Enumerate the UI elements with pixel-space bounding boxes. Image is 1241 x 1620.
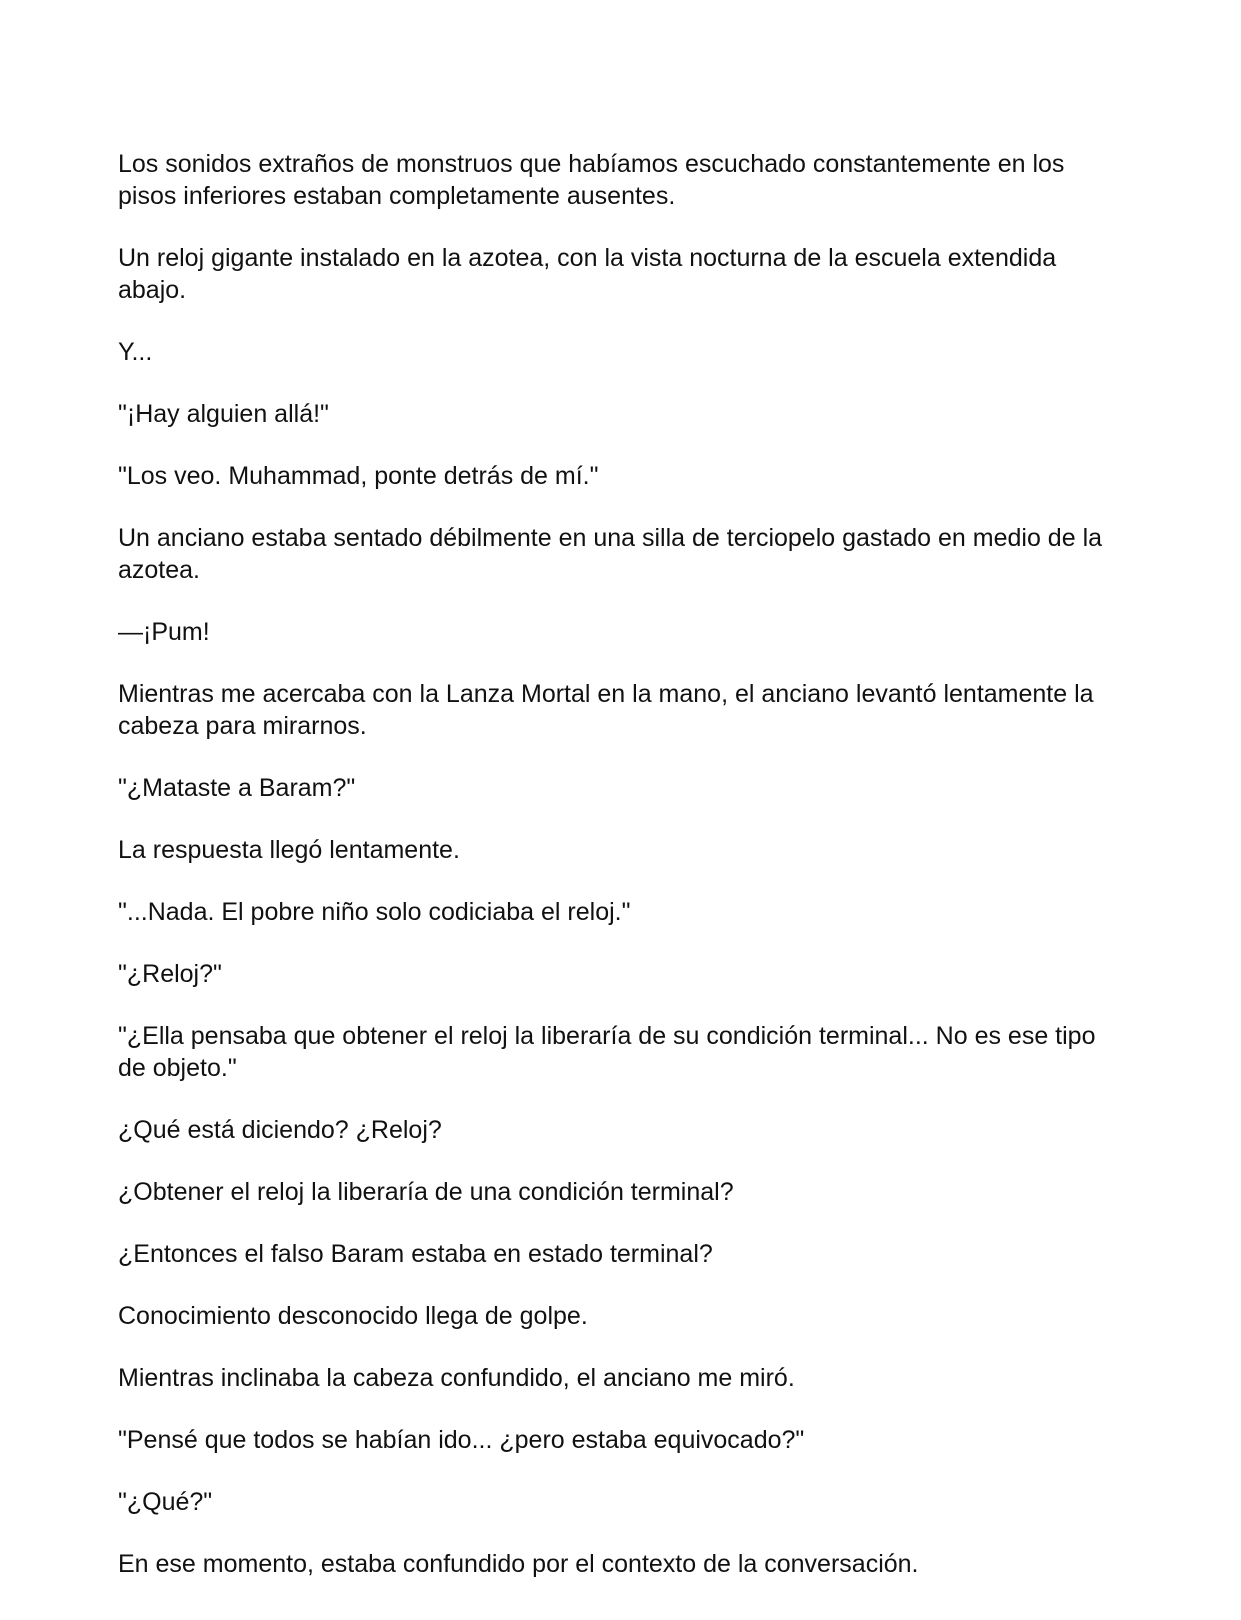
paragraph: ¿Qué está diciendo? ¿Reloj? [118, 1116, 442, 1144]
paragraph: Mientras me acercaba con la Lanza Mortal en la mano, el anciano levantó lentamente la cabeza para mirarnos. [118, 680, 1094, 740]
paragraph: En ese momento, estaba confundido por el contexto de la conversación. [118, 1550, 919, 1578]
document-body [118, 148, 1128, 1610]
paragraph: "¡Hay alguien allá!" [118, 400, 329, 428]
paragraph: "Los veo. Muhammad, ponte detrás de mí." [118, 462, 599, 490]
paragraph: ¿Obtener el reloj la liberaría de una condición terminal? [118, 1178, 734, 1206]
paragraph: "¿Mataste a Baram?" [118, 774, 356, 802]
paragraph: "¿Ella pensaba que obtener el reloj la liberaría de su condición terminal... No es ese tipo de objeto." [118, 1022, 1096, 1082]
paragraph: Y... [118, 338, 153, 366]
paragraph: —¡Pum! [118, 618, 210, 646]
paragraph: Mientras inclinaba la cabeza confundido, el anciano me miró. [118, 1364, 795, 1392]
paragraph: ¿Entonces el falso Baram estaba en estado terminal? [118, 1240, 713, 1268]
paragraph: Un anciano estaba sentado débilmente en una silla de terciopelo gastado en medio de la azotea. [118, 524, 1103, 584]
paragraph: "¿Qué?" [118, 1488, 213, 1516]
paragraph: Conocimiento desconocido llega de golpe. [118, 1302, 588, 1330]
paragraph: "Pensé que todos se habían ido... ¿pero estaba equivocado?" [118, 1426, 805, 1454]
paragraph: "...Nada. El pobre niño solo codiciaba el reloj." [118, 898, 631, 926]
paragraph: La respuesta llegó lentamente. [118, 836, 460, 864]
paragraph: Un reloj gigante instalado en la azotea, con la vista nocturna de la escuela extendida abajo. [118, 244, 1057, 304]
paragraph: Los sonidos extraños de monstruos que habíamos escuchado constantemente en los pisos inferiores estaban completamente ausentes. [118, 150, 1065, 210]
paragraph: "¿Reloj?" [118, 960, 222, 988]
